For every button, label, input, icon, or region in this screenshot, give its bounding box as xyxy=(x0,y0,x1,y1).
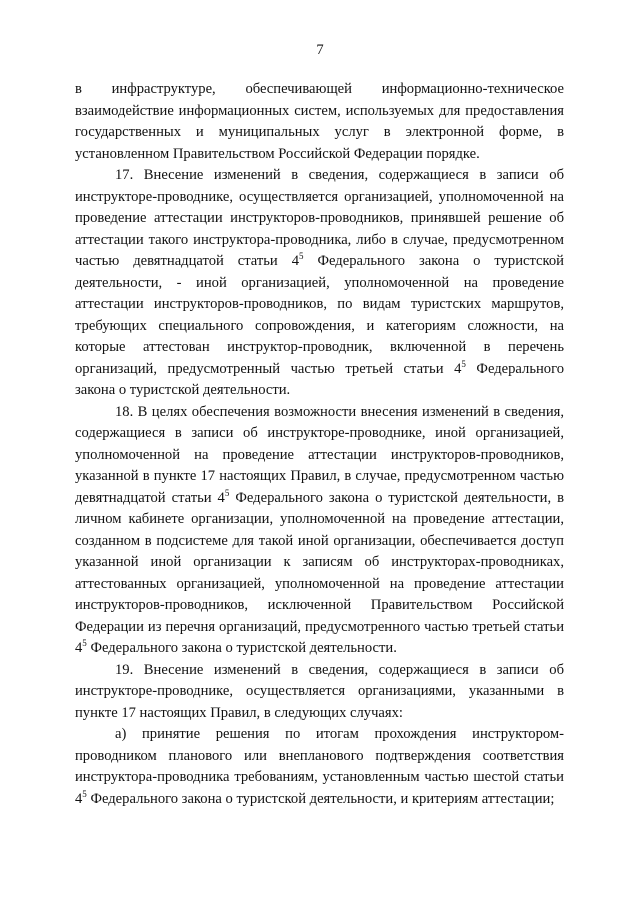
text-run: Федерального закона о туристской деятельности. xyxy=(75,360,565,398)
text-run: 18. В целях обеспечения возможности внесения изменений в сведения, содержащиеся в записи об инструкторе-проводнике, иной организацией, уполномоченной на проведение аттестации инструкторов-проводников, указанной в пункте 17 настоящих Правил, в случае, предусмотренном частью девятнадцатой статьи 4 xyxy=(75,403,564,506)
paragraph-p18 xyxy=(75,402,564,660)
text-run: Федерального закона о туристской деятельности, - иной организацией, уполномоченной на проведение аттестации инструкторов-проводников, по видам туристских маршрутов, требующих специального сопровождения, и категориям сложности, на которые аттестован инструктор-проводник, включенной в перечень организаций, предусмотренный частью третьей статьи 4 xyxy=(75,253,564,377)
text-run: в инфраструктуре, обеспечивающей информационно-техническое взаимодействие информационных систем, используемых для предоставления государственных и муниципальных услуг в электронной форме, в установленном Правительством Российской Федерации порядке. xyxy=(75,81,564,162)
paragraph-p19 xyxy=(75,660,564,725)
text-run: Федерального закона о туристской деятельности, и критериям аттестации; xyxy=(86,790,555,807)
text-run: а) принятие решения по итогам прохождения инструктором-проводником планового или внепланового подтверждения соответствия инструктора-проводника требованиям, установленным частью шестой статьи 4 xyxy=(75,726,564,807)
superscript: 5 xyxy=(82,638,87,649)
paragraph-p17 xyxy=(75,165,564,402)
superscript: 5 xyxy=(82,788,87,799)
superscript: 5 xyxy=(461,358,466,369)
superscript: 5 xyxy=(299,251,304,262)
paragraph-p-cont xyxy=(75,79,564,165)
text-run: Федерального закона о туристской деятельности, в личном кабинете организации, уполномоченной на проведение аттестации, созданном в подсистеме для такой иной организации, обеспечивается доступ указанной иной организации к записям об инструкторах-проводниках, аттестованных организацией, уполномоченной на проведение аттестации инструкторов-проводников, исключенной Правительством Российской Федерации из перечня организаций, предусмотренного частью третьей статьи 4 xyxy=(75,489,564,656)
text-run: Федерального закона о туристской деятельности. xyxy=(86,640,397,656)
superscript: 5 xyxy=(224,487,230,498)
text-run: 17. Внесение изменений в сведения, содержащиеся в записи об инструкторе-проводнике, осуществляется организацией, уполномоченной на проведение аттестации инструкторов-проводников, принявшей решение об аттестации такого инструктора-проводника, либо в случае, предусмотренном частью девятнадцатой статьи 4 xyxy=(75,167,564,269)
text-run: 19. Внесение изменений в сведения, содержащиеся в записи об инструкторе-проводнике, осуществляется организациями, указанными в пункте 17 настоящих Правил, в следующих случаях: xyxy=(75,661,564,721)
page-number: 7 xyxy=(316,42,324,58)
paragraph-p19a xyxy=(75,724,564,810)
document-body xyxy=(75,79,564,810)
